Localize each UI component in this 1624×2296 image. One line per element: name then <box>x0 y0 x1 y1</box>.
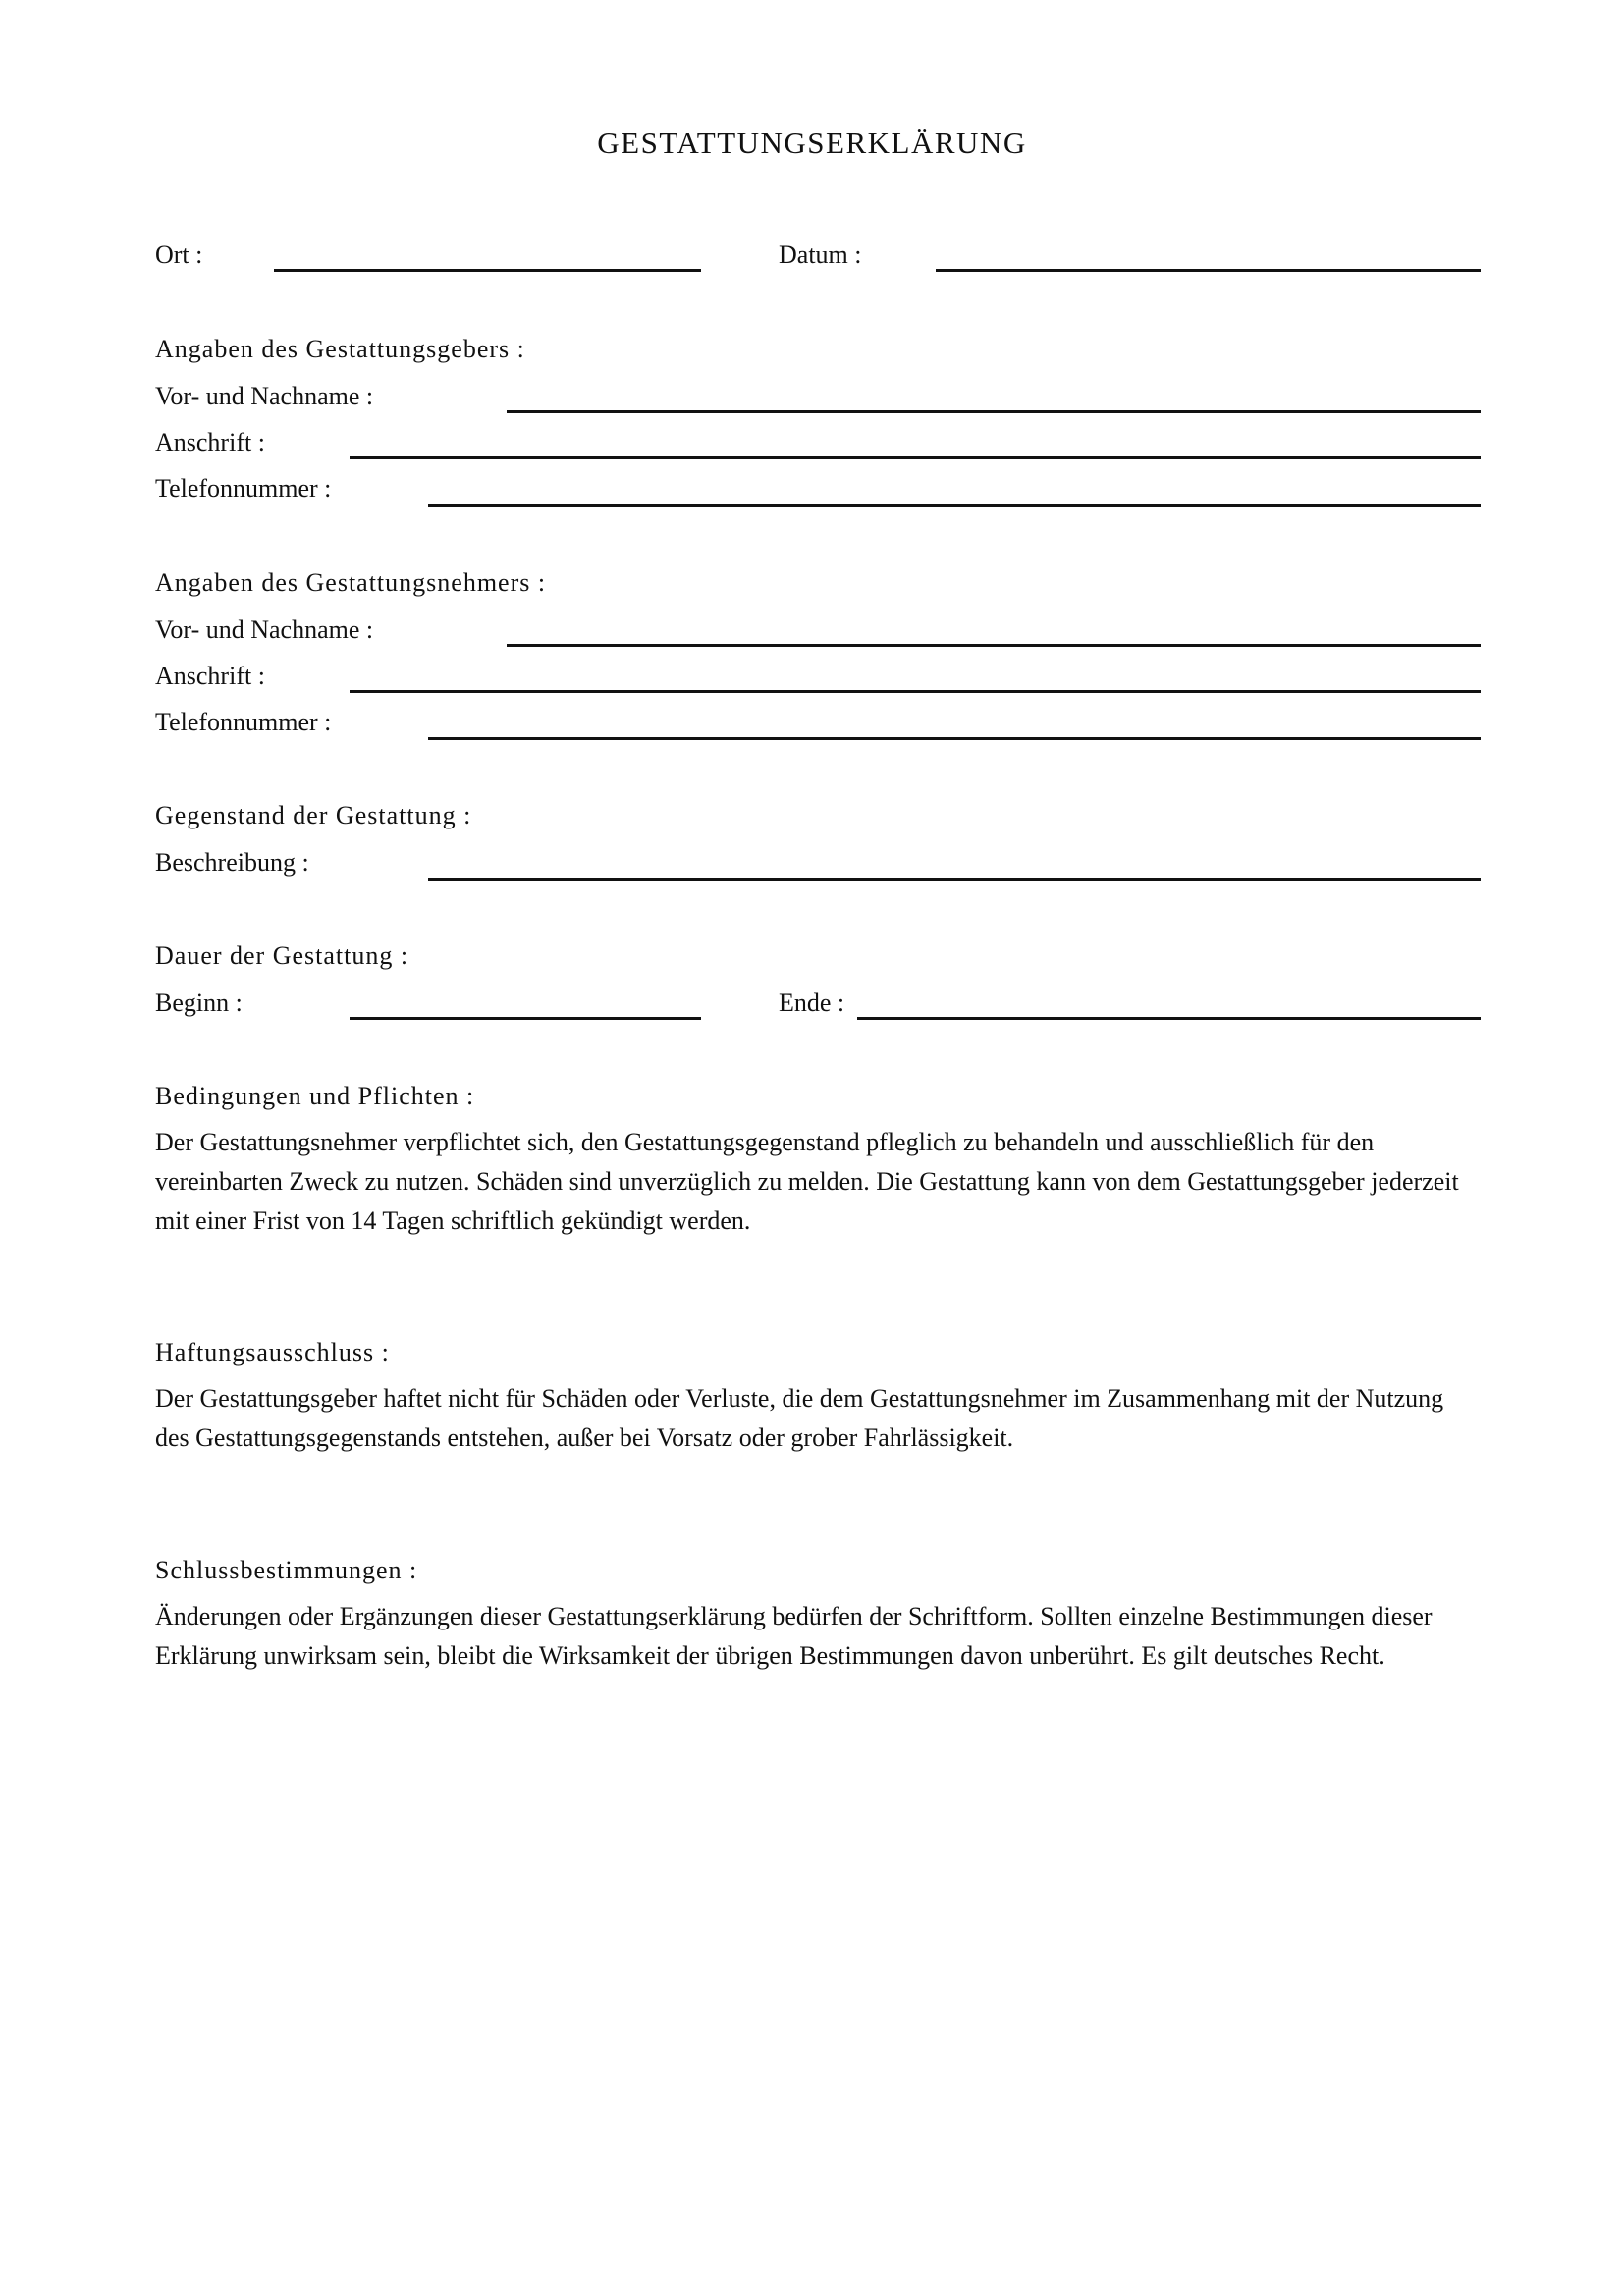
grantee-name-label: Vor- und Nachname : <box>155 615 374 644</box>
grantor-address-field[interactable] <box>350 456 1481 459</box>
grantor-address-label: Anschrift : <box>155 428 265 456</box>
datum-label: Datum : <box>779 240 862 269</box>
liability-heading: Haftungsausschluss : <box>155 1338 390 1366</box>
grantee-address-label: Anschrift : <box>155 662 265 690</box>
description-field[interactable] <box>428 878 1481 881</box>
final-heading: Schlussbestimmungen : <box>155 1556 418 1584</box>
conditions-text: Der Gestattungsnehmer verpflichtet sich, den Gestattungsgegenstand pfleglich zu behandeln und ausschließlich für den vereinbarten Zweck zu nutzen. Schäden sind unverzüglich zu melden. Die Gestattung kann von dem Gestattungsgeber jederzeit mit einer Frist von 14 Tagen schriftlich gekündigt werden. <box>155 1128 1459 1235</box>
grantee-name-field[interactable] <box>507 644 1481 647</box>
duration-heading: Dauer der Gestattung : <box>155 941 409 970</box>
liability-text: Der Gestattungsgeber haftet nicht für Schäden oder Verluste, die dem Gestattungsnehmer im Zusammenhang mit der Nutzung des Gestattungsgegenstands entstehen, außer bei Vorsatz oder grober Fahrlässigkeit. <box>155 1384 1444 1452</box>
description-label: Beschreibung : <box>155 848 309 877</box>
ort-label: Ort : <box>155 240 203 269</box>
ort-field[interactable] <box>274 269 701 272</box>
final-text: Änderungen oder Ergänzungen dieser Gestattungserklärung bedürfen der Schriftform. Sollten einzelne Bestimmungen dieser Erklärung unwirksam sein, bleibt die Wirksamkeit der übrigen Bestimmungen davon unberührt. Es gilt deutsches Recht. <box>155 1602 1433 1670</box>
grantor-phone-field[interactable] <box>428 504 1481 507</box>
begin-label: Beginn : <box>155 988 243 1017</box>
datum-field[interactable] <box>936 269 1481 272</box>
begin-field[interactable] <box>350 1017 701 1020</box>
grantor-name-label: Vor- und Nachname : <box>155 382 374 410</box>
grantee-phone-label: Telefonnummer : <box>155 708 332 736</box>
grantee-address-field[interactable] <box>350 690 1481 693</box>
grantor-name-field[interactable] <box>507 410 1481 413</box>
grantee-heading: Angaben des Gestattungsnehmers : <box>155 568 547 597</box>
subject-heading: Gegenstand der Gestattung : <box>155 801 472 829</box>
document-title: GESTATTUNGSERKLÄRUNG <box>597 126 1027 160</box>
grantor-phone-label: Telefonnummer : <box>155 474 332 503</box>
grantee-phone-field[interactable] <box>428 737 1481 740</box>
grantor-heading: Angaben des Gestattungsgebers : <box>155 335 525 363</box>
end-label: Ende : <box>779 988 845 1017</box>
conditions-heading: Bedingungen und Pflichten : <box>155 1082 475 1110</box>
end-field[interactable] <box>857 1017 1481 1020</box>
